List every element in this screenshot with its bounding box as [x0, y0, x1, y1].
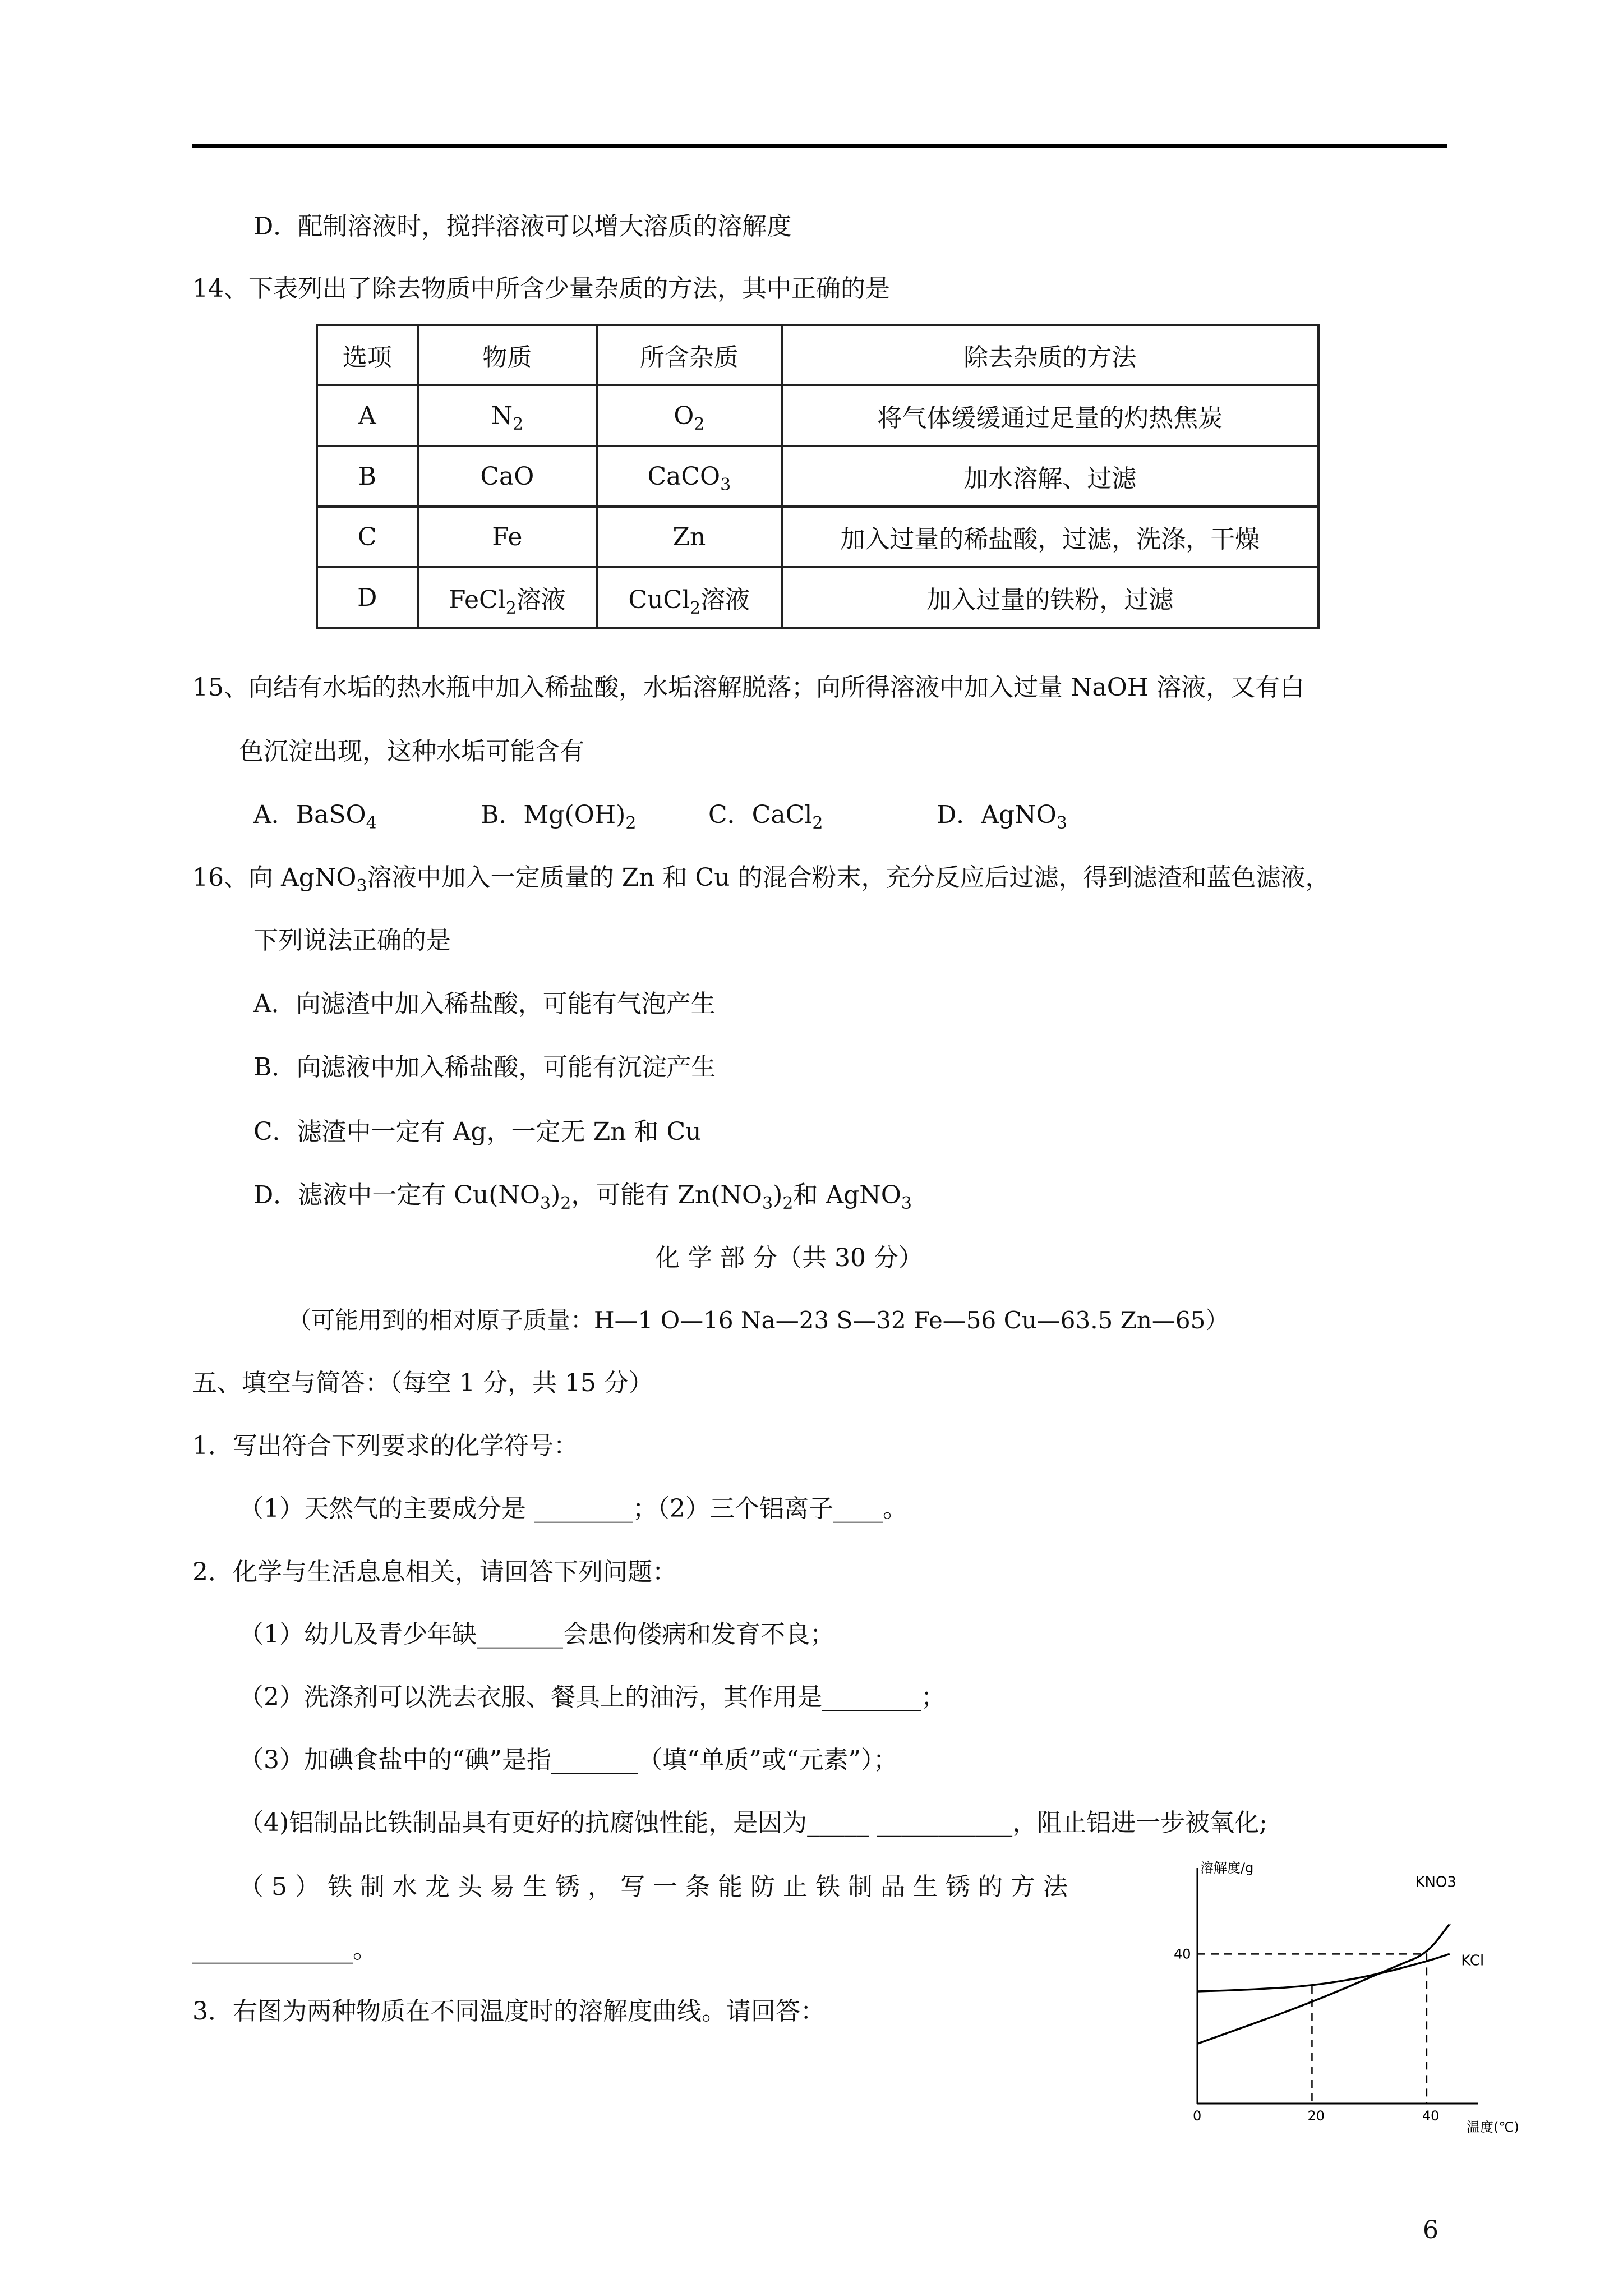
header-impurity: 所含杂质	[597, 325, 782, 385]
p3-stem: 3．右图为两种物质在不同温度时的溶解度曲线。请回答：	[192, 1997, 825, 2026]
row-option: D	[317, 567, 418, 628]
row-substance: FeCl$_2$溶液	[418, 567, 597, 628]
q15-option-b: B．$Mg(OH)_2$	[481, 800, 637, 833]
row-substance: CaO	[418, 446, 597, 507]
row-method: 加入过量的铁粉，过滤	[782, 567, 1318, 628]
table-row	[317, 385, 1318, 446]
header-method: 除去杂质的方法	[782, 325, 1318, 385]
row-method: 将气体缓缓通过足量的灼热焦炭	[782, 385, 1318, 446]
p1-line: （1）天然气的主要成分是 ________；（2）三个铝离子____。	[239, 1494, 907, 1523]
row-impurity: CaCO$_3$	[597, 446, 782, 507]
row-option: C	[317, 507, 418, 567]
atomic-masses: （可能用到的相对原子质量：H—1 O—16 Na—23 S—32 Fe—56 Cu—63.5 Zn—65）	[288, 1306, 1229, 1334]
row-method: 加水溶解、过滤	[782, 446, 1318, 507]
p2-sub5: （5）铁制水龙头易生锈，写一条能防止铁制品生锈的方法	[239, 1872, 1076, 1901]
q14-stem: 14、下表列出了除去物质中所含少量杂质的方法，其中正确的是	[192, 274, 890, 303]
section-title: 化 学 部 分（共 30 分）	[655, 1244, 923, 1272]
p2-sub4: （4)铝制品比铁制品具有更好的抗腐蚀性能，是因为_____ ___________，阻止铝进一步被氧化;	[239, 1809, 1267, 1837]
table-row	[317, 567, 1318, 628]
row-substance: $N_2$	[418, 385, 597, 446]
header-substance: 物质	[418, 325, 597, 385]
row-impurity: $O_2$	[597, 385, 782, 446]
q13-option-d: D．配制溶液时，搅拌溶液可以增大溶质的溶解度	[253, 212, 792, 241]
x-tick-label: 40	[1422, 2108, 1440, 2124]
q16-stem-line1: 16、向 AgNO$_3$溶液中加入一定质量的 Zn 和 Cu 的混合粉末，充分反应后过滤，得到滤渣和蓝色滤液，	[192, 863, 1330, 896]
q16-stem-line2: 下列说法正确的是	[253, 926, 451, 955]
q15-stem-line2: 色沉淀出现，这种水垢可能含有	[239, 737, 584, 766]
header-rule	[192, 144, 1447, 148]
p2-sub1: （1）幼儿及青少年缺_______会患佝偻病和发育不良；	[239, 1620, 834, 1649]
p2-stem: 2．化学与生活息息相关，请回答下列问题：	[192, 1558, 677, 1586]
x-tick-label: 20	[1307, 2108, 1325, 2124]
x-tick-label: 0	[1193, 2108, 1202, 2124]
x-axis-label: 温度(℃)	[1467, 2119, 1519, 2135]
part5-heading: 五、填空与简答：（每空 1 分，共 15 分）	[192, 1369, 653, 1397]
table-row	[317, 507, 1318, 567]
q15-stem-line1: 15、向结有水垢的热水瓶中加入稀盐酸，水垢溶解脱落；向所得溶液中加入过量 NaOH 溶液，又有白	[192, 673, 1305, 702]
row-impurity: CuCl$_2$溶液	[597, 567, 782, 628]
q15-option-a: A．BaSO$_4$	[253, 800, 377, 833]
page-number: 6	[1423, 2216, 1438, 2244]
impurity-table	[316, 324, 1320, 629]
q15-option-d: D．AgNO$_3$	[937, 800, 1067, 833]
row-method: 加入过量的稀盐酸，过滤，洗涤，干燥	[782, 507, 1318, 567]
q15-option-c: C．CaCl$_2$	[708, 800, 823, 833]
q16-option-b: B．向滤液中加入稀盐酸，可能有沉淀产生	[253, 1053, 716, 1082]
q16-option-d: D．滤液中一定有 $Cu(NO_3)_2$，可能有 $Zn(NO_3)_2$和 AgNO$_3$	[253, 1181, 912, 1213]
row-option: A	[317, 385, 418, 446]
p1-stem: 1．写出符合下列要求的化学符号：	[192, 1432, 578, 1460]
y-axis-label: 溶解度/g	[1200, 1860, 1254, 1876]
table-header-row	[317, 325, 1318, 385]
table-row	[317, 446, 1318, 507]
q16-option-c: C．滤渣中一定有 Ag，一定无 Zn 和 Cu	[253, 1117, 702, 1146]
series-label-kcl: KCl	[1461, 1952, 1484, 1970]
y-tick-label: 40	[1174, 1946, 1191, 1962]
header-option: 选项	[317, 325, 418, 385]
series-label-kno3: KNO3	[1415, 1874, 1456, 1891]
row-option: B	[317, 446, 418, 507]
q16-option-a: A．向滤渣中加入稀盐酸，可能有气泡产生	[253, 990, 716, 1018]
solubility-chart	[1169, 1860, 1519, 2143]
p2-sub2: （2）洗涤剂可以洗去衣服、餐具上的油污，其作用是________；	[239, 1683, 946, 1711]
p2-sub3: （3）加碘食盐中的“碘”是指_______（填“单质”或“元素”）；	[239, 1746, 898, 1774]
row-impurity: Zn	[597, 507, 782, 567]
p2-sub5-blank: _____________。	[192, 1935, 377, 1964]
row-substance: Fe	[418, 507, 597, 567]
